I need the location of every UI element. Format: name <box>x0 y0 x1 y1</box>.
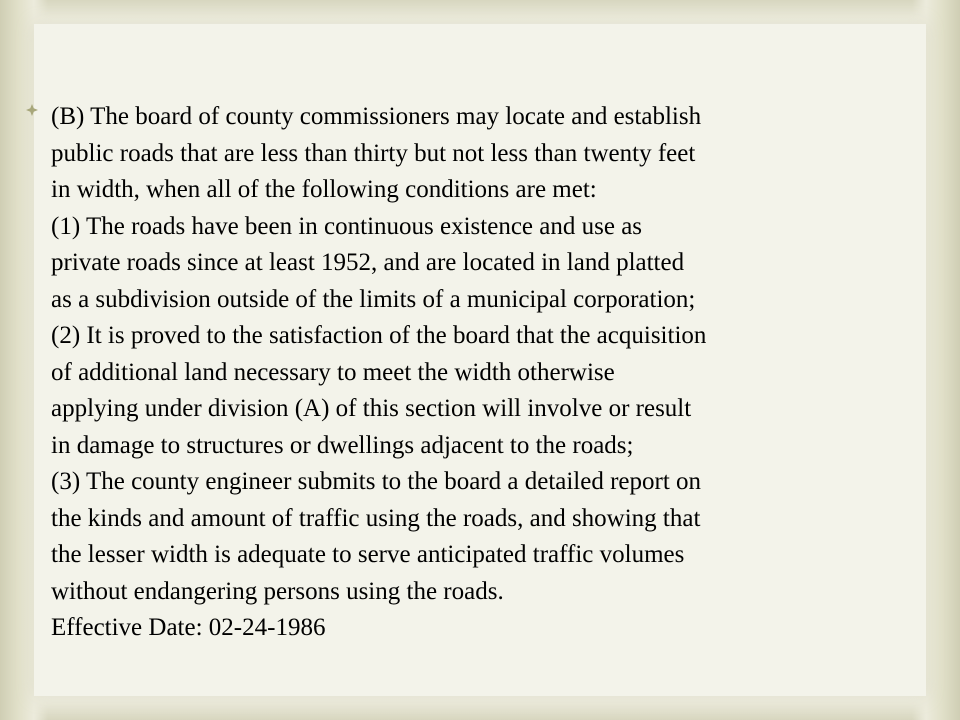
text-line-6: as a subdivision outside of the limits of a municipal corporation; <box>51 285 696 313</box>
text-line-10: in damage to structures or dwellings adjacent to the roads; <box>51 431 634 459</box>
effective-date-line: Effective Date: 02-24-1986 <box>51 614 326 641</box>
text-line-4: (1) The roads have been in continuous existence and use as <box>51 212 643 240</box>
text-line-12: the kinds and amount of traffic using the roads, and showing that <box>51 504 701 532</box>
text-line-5: private roads since at least 1952, and are located in land platted <box>51 249 685 276</box>
text-line-3: in width, when all of the following conditions are met: <box>51 176 597 203</box>
text-line-1: (B) The board of county commissioners may locate and establish <box>51 103 702 130</box>
text-line-8: of additional land necessary to meet the width otherwise <box>51 358 615 386</box>
four-point-star-bullet-icon <box>26 104 38 116</box>
text-line-2: public roads that are less than thirty but not less than twenty feet <box>51 139 696 167</box>
text-line-7: (2) It is proved to the satisfaction of the board that the acquisition <box>51 322 707 349</box>
text-line-14: without endangering persons using the roads. <box>51 577 504 605</box>
text-line-13: the lesser width is adequate to serve anticipated traffic volumes <box>51 541 685 568</box>
statute-text-block <box>51 99 911 647</box>
text-line-11: (3) The county engineer submits to the board a detailed report on <box>51 468 702 495</box>
text-line-9: applying under division (A) of this section will involve or result <box>51 395 692 422</box>
